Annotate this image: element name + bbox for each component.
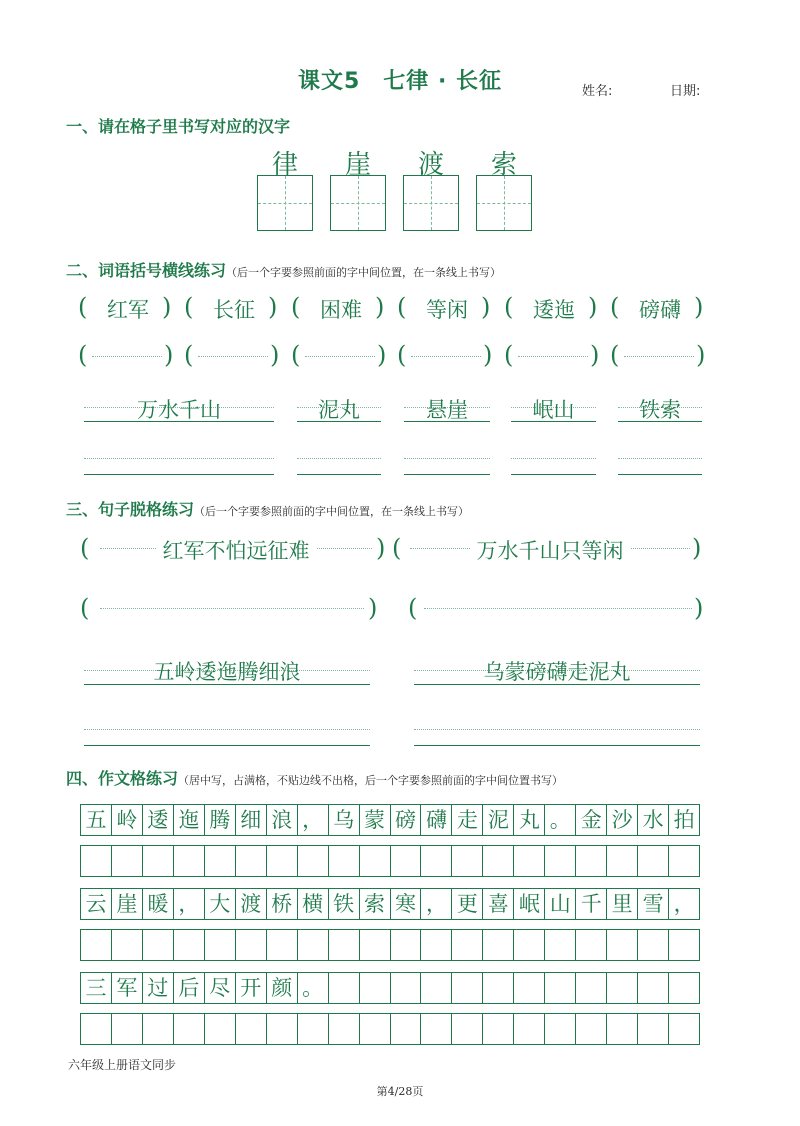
grid-cell[interactable]	[607, 1014, 638, 1044]
grid-cell[interactable]	[514, 846, 545, 876]
section-4-heading: 四、作文格练习（居中写，占满格，不贴边线不出格，后一个字要参照前面的字中间位置书写）	[66, 769, 564, 788]
paren-word: 长征	[213, 298, 255, 322]
practice-line[interactable]	[414, 745, 700, 746]
grid-cell[interactable]: 过	[143, 973, 174, 1003]
grid-cell[interactable]: 细	[236, 805, 267, 835]
practice-dotted-line[interactable]	[618, 458, 702, 459]
grid-cell[interactable]: 沙	[607, 805, 638, 835]
tian-grid-box[interactable]	[257, 175, 313, 231]
section-3-note: （后一个字要参照前面的字中间位置，在一条线上书写）	[194, 505, 470, 518]
grid-cell[interactable]	[669, 930, 699, 960]
grid-cell[interactable]: 索	[360, 889, 391, 919]
grid-cell[interactable]	[576, 1014, 607, 1044]
grid-cell[interactable]: 横	[298, 889, 329, 919]
paren-close-icon: )	[590, 341, 600, 369]
grid-cell[interactable]: 五	[81, 805, 112, 835]
grid-cell[interactable]: ，	[421, 889, 452, 919]
paren-open-icon: (	[78, 341, 88, 369]
char-label: 崖	[344, 150, 371, 180]
grid-cell[interactable]	[669, 973, 699, 1003]
grid-cell[interactable]	[483, 930, 514, 960]
base-line	[84, 684, 370, 685]
grid-cell[interactable]	[638, 1014, 669, 1044]
section-1-heading: 一、请在格子里书写对应的汉字	[66, 117, 291, 136]
grid-cell[interactable]: 颜	[267, 973, 298, 1003]
grid-cell[interactable]	[483, 846, 514, 876]
grid-cell[interactable]: 山	[545, 889, 576, 919]
composition-grid-row	[80, 804, 700, 836]
grid-cell[interactable]	[236, 930, 267, 960]
grid-cell[interactable]	[483, 1014, 514, 1044]
grid-cell[interactable]: 。	[545, 805, 576, 835]
grid-cell[interactable]	[360, 930, 391, 960]
paren-open-icon: (	[504, 341, 514, 369]
grid-cell[interactable]	[514, 930, 545, 960]
paren-close-icon: )	[692, 534, 702, 562]
grid-cell[interactable]: 寒	[391, 889, 422, 919]
base-line	[414, 684, 700, 685]
paren-open-icon: (	[610, 341, 620, 369]
grid-cell[interactable]	[391, 930, 422, 960]
grid-cell[interactable]: 铁	[329, 889, 360, 919]
section-2-heading: 二、词语括号横线练习（后一个字要参照前面的字中间位置，在一条线上书写）	[66, 261, 502, 280]
line-sentence: 五岭逶迤腾细浪	[153, 660, 301, 684]
base-line	[297, 421, 381, 422]
paren-close-icon: )	[268, 293, 278, 321]
grid-cell[interactable]	[329, 846, 360, 876]
grid-cell[interactable]: 蒙	[360, 805, 391, 835]
grid-cell[interactable]	[421, 846, 452, 876]
paren-close-icon: )	[162, 293, 172, 321]
grid-cell[interactable]	[267, 1014, 298, 1044]
practice-dotted-line[interactable]	[100, 608, 364, 609]
grid-cell[interactable]	[205, 1014, 236, 1044]
line-word: 岷山	[532, 398, 575, 422]
paren-word: 等闲	[426, 298, 468, 322]
paren-close-icon: )	[588, 293, 598, 321]
grid-cell[interactable]: 水	[638, 805, 669, 835]
grid-cell[interactable]	[452, 973, 483, 1003]
grid-cell[interactable]	[81, 930, 112, 960]
practice-dotted-line[interactable]	[518, 356, 588, 357]
line-word: 铁索	[639, 398, 681, 422]
grid-cell[interactable]: 开	[236, 973, 267, 1003]
grid-cell[interactable]	[174, 846, 205, 876]
paren-word: 困难	[320, 298, 362, 322]
grid-cell[interactable]	[483, 973, 514, 1003]
practice-dotted-line[interactable]	[92, 356, 162, 357]
composition-grid-row	[80, 845, 700, 877]
grid-cell[interactable]	[298, 1014, 329, 1044]
grid-cell[interactable]	[360, 846, 391, 876]
practice-line[interactable]	[84, 474, 274, 475]
practice-line[interactable]	[618, 474, 702, 475]
composition-grid-row	[80, 972, 700, 1004]
grid-cell[interactable]	[638, 973, 669, 1003]
practice-dotted-line[interactable]	[424, 608, 692, 609]
practice-line[interactable]	[404, 474, 490, 475]
line-sentence: 乌蒙磅礴走泥丸	[483, 660, 631, 684]
grid-cell[interactable]	[576, 930, 607, 960]
base-line	[84, 421, 274, 422]
grid-cell[interactable]	[607, 973, 638, 1003]
paren-open-icon: (	[291, 293, 301, 321]
grid-cell[interactable]	[360, 973, 391, 1003]
paren-open-icon: (	[80, 594, 90, 622]
paren-sentence: 万水千山只等闲	[410, 535, 690, 565]
date-label: 日期:	[670, 84, 701, 99]
page-title: 课文5 七律 · 长征	[298, 69, 502, 94]
grid-cell[interactable]	[81, 846, 112, 876]
paren-close-icon: )	[270, 341, 280, 369]
tian-grid-box[interactable]	[330, 175, 386, 231]
practice-dotted-line[interactable]	[84, 458, 274, 459]
paren-close-icon: )	[375, 293, 385, 321]
paren-close-icon: )	[368, 594, 378, 622]
grid-cell[interactable]	[267, 930, 298, 960]
paren-close-icon: )	[377, 341, 387, 369]
grid-cell[interactable]	[174, 930, 205, 960]
practice-line[interactable]	[511, 474, 596, 475]
paren-open-icon: (	[392, 534, 402, 562]
grid-cell[interactable]: 三	[81, 973, 112, 1003]
grid-cell[interactable]: 岭	[112, 805, 143, 835]
grid-cell[interactable]	[391, 846, 422, 876]
line-word: 泥丸	[318, 398, 360, 422]
grid-cell[interactable]: 礴	[421, 805, 452, 835]
grid-cell[interactable]: 尽	[205, 973, 236, 1003]
practice-line[interactable]	[297, 474, 381, 475]
grid-cell[interactable]	[81, 1014, 112, 1044]
grid-cell[interactable]: 泥	[483, 805, 514, 835]
line-word: 悬崖	[426, 398, 468, 422]
grid-cell[interactable]: 大	[205, 889, 236, 919]
grid-cell[interactable]	[452, 1014, 483, 1044]
page-number: 第4/28页	[376, 1085, 424, 1098]
paren-open-icon: (	[610, 293, 620, 321]
paren-close-icon: )	[376, 534, 386, 562]
practice-dotted-line[interactable]	[404, 458, 490, 459]
grid-cell[interactable]	[514, 1014, 545, 1044]
composition-grid-row	[80, 929, 700, 961]
grid-cell[interactable]: 金	[576, 805, 607, 835]
grid-cell[interactable]	[360, 1014, 391, 1044]
grid-cell[interactable]	[421, 973, 452, 1003]
practice-dotted-line[interactable]	[624, 356, 694, 357]
grid-cell[interactable]	[638, 846, 669, 876]
section-2-note: （后一个字要参照前面的字中间位置，在一条线上书写）	[226, 266, 502, 279]
grid-cell[interactable]	[545, 930, 576, 960]
grid-cell[interactable]	[514, 973, 545, 1003]
grid-cell[interactable]: 。	[298, 973, 329, 1003]
grid-cell[interactable]: 更	[452, 889, 483, 919]
grid-cell[interactable]: ，	[673, 892, 695, 916]
grid-cell[interactable]: 乌	[329, 805, 360, 835]
grid-cell[interactable]: 云	[81, 889, 112, 919]
paren-open-icon: (	[184, 341, 194, 369]
paren-close-icon: )	[483, 341, 493, 369]
practice-dotted-line[interactable]	[297, 458, 381, 459]
section-4-note: （居中写，占满格，不贴边线不出格，后一个字要参照前面的字中间位置书写）	[178, 774, 564, 787]
base-line	[404, 421, 490, 422]
composition-grid-row	[80, 1013, 700, 1045]
grid-cell[interactable]	[638, 930, 669, 960]
practice-line[interactable]	[84, 745, 370, 746]
grid-cell[interactable]	[236, 846, 267, 876]
grid-cell[interactable]	[576, 846, 607, 876]
grid-cell[interactable]	[576, 973, 607, 1003]
grid-cell[interactable]	[329, 1014, 360, 1044]
base-line	[618, 421, 702, 422]
practice-dotted-line[interactable]	[511, 458, 596, 459]
grid-cell[interactable]	[143, 846, 174, 876]
grid-cell[interactable]: 拍	[673, 808, 695, 832]
name-label: 姓名:	[582, 84, 613, 99]
char-label: 渡	[417, 150, 444, 180]
grid-cell[interactable]	[267, 846, 298, 876]
grid-cell[interactable]	[205, 930, 236, 960]
paren-open-icon: (	[78, 293, 88, 321]
grid-cell[interactable]	[112, 1014, 143, 1044]
practice-dotted-line[interactable]	[414, 729, 700, 730]
grid-cell[interactable]	[545, 1014, 576, 1044]
grid-cell[interactable]	[236, 1014, 267, 1044]
practice-dotted-line[interactable]	[411, 356, 481, 357]
grid-cell[interactable]	[112, 846, 143, 876]
paren-open-icon: (	[408, 594, 418, 622]
grid-cell[interactable]: 迤	[174, 805, 205, 835]
grid-cell[interactable]: 磅	[391, 805, 422, 835]
practice-dotted-line[interactable]	[305, 356, 375, 357]
grid-cell[interactable]: 暖	[143, 889, 174, 919]
paren-open-icon: (	[397, 341, 407, 369]
grid-cell[interactable]	[143, 930, 174, 960]
grid-cell[interactable]: 岷	[514, 889, 545, 919]
practice-dotted-line[interactable]	[84, 729, 370, 730]
footer-text: 六年级上册语文同步	[68, 1058, 177, 1072]
char-label: 索	[490, 150, 517, 180]
paren-close-icon: )	[694, 594, 704, 622]
paren-open-icon: (	[397, 293, 407, 321]
grid-cell[interactable]: 军	[112, 973, 143, 1003]
grid-cell[interactable]	[545, 846, 576, 876]
tian-grid-box[interactable]	[476, 175, 532, 231]
grid-cell[interactable]	[143, 1014, 174, 1044]
paren-close-icon: )	[696, 341, 706, 369]
paren-open-icon: (	[80, 534, 90, 562]
tian-grid-box[interactable]	[403, 175, 459, 231]
paren-close-icon: )	[481, 293, 491, 321]
grid-cell[interactable]	[112, 930, 143, 960]
grid-cell[interactable]	[205, 846, 236, 876]
composition-grid-row	[80, 888, 700, 920]
grid-cell[interactable]: 桥	[267, 889, 298, 919]
paren-open-icon: (	[291, 341, 301, 369]
paren-word: 红军	[107, 298, 149, 322]
grid-cell[interactable]	[298, 930, 329, 960]
line-word: 万水千山	[137, 398, 221, 422]
grid-cell[interactable]	[607, 846, 638, 876]
practice-dotted-line[interactable]	[198, 356, 268, 357]
paren-close-icon: )	[694, 293, 704, 321]
grid-cell[interactable]	[174, 1014, 205, 1044]
grid-cell[interactable]: 走	[452, 805, 483, 835]
grid-cell[interactable]	[607, 930, 638, 960]
grid-cell[interactable]	[545, 973, 576, 1003]
grid-cell[interactable]	[391, 1014, 422, 1044]
grid-cell[interactable]	[421, 1014, 452, 1044]
grid-cell[interactable]	[298, 846, 329, 876]
grid-cell[interactable]	[452, 930, 483, 960]
grid-cell[interactable]: 雪	[638, 889, 669, 919]
grid-cell[interactable]: 浪	[267, 805, 298, 835]
grid-cell[interactable]: 逶	[143, 805, 174, 835]
grid-cell[interactable]	[329, 930, 360, 960]
paren-open-icon: (	[184, 293, 194, 321]
paren-word: 磅礴	[639, 298, 681, 322]
grid-cell[interactable]	[669, 846, 699, 876]
paren-open-icon: (	[504, 293, 514, 321]
grid-cell[interactable]: 崖	[112, 889, 143, 919]
grid-cell[interactable]	[452, 846, 483, 876]
grid-cell[interactable]	[421, 930, 452, 960]
grid-cell[interactable]: 后	[174, 973, 205, 1003]
section-3-heading: 三、句子脱格练习（后一个字要参照前面的字中间位置，在一条线上书写）	[66, 500, 470, 519]
grid-cell[interactable]: 丸	[514, 805, 545, 835]
base-line	[511, 421, 596, 422]
grid-cell[interactable]: 里	[607, 889, 638, 919]
grid-cell[interactable]	[329, 973, 360, 1003]
grid-cell[interactable]: ，	[174, 889, 205, 919]
grid-cell[interactable]: ，	[298, 805, 329, 835]
grid-cell[interactable]	[391, 973, 422, 1003]
grid-cell[interactable]: 千	[576, 889, 607, 919]
char-label: 律	[271, 150, 298, 180]
grid-cell[interactable]: 喜	[483, 889, 514, 919]
grid-cell[interactable]: 渡	[236, 889, 267, 919]
grid-cell[interactable]: 腾	[205, 805, 236, 835]
paren-sentence: 红军不怕远征难	[100, 535, 372, 565]
grid-cell[interactable]	[669, 1014, 699, 1044]
paren-word: 逶迤	[533, 298, 575, 322]
paren-close-icon: )	[164, 341, 174, 369]
